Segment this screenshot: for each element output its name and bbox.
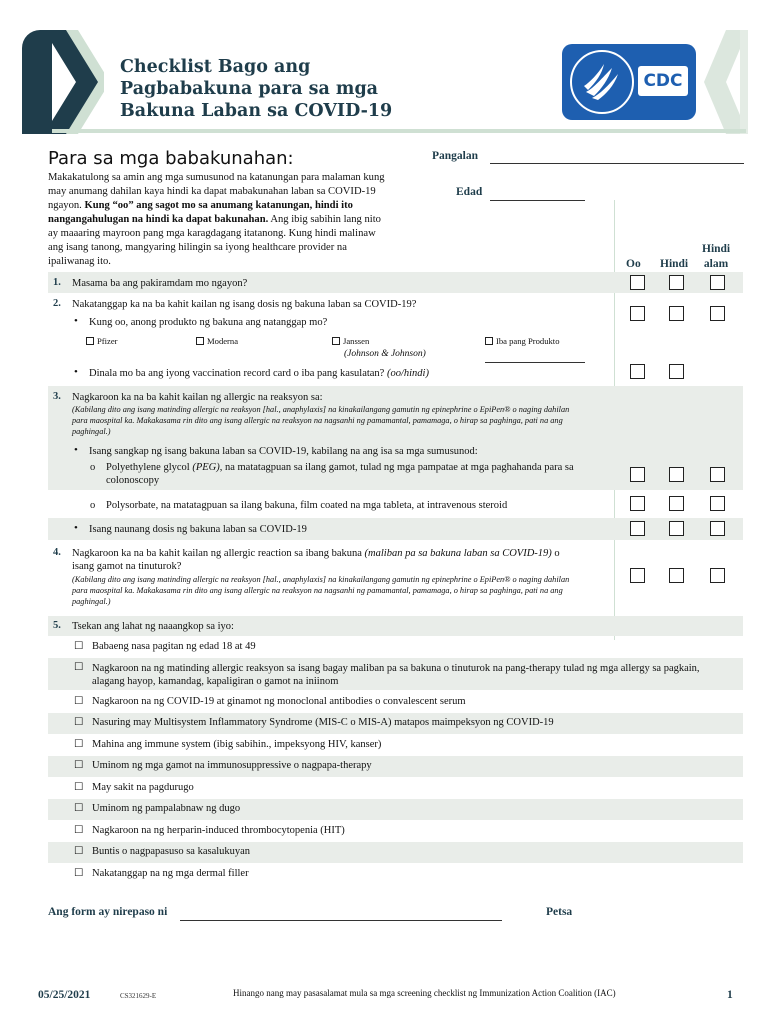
checkbox-icon[interactable]: [86, 337, 94, 345]
checkbox-icon[interactable]: ☐: [74, 868, 84, 879]
checklist-item[interactable]: [48, 658, 743, 690]
question-text: Nakatanggap ka na ba kahit kailan ng isang dosis ng bakuna laban sa COVID-19?: [72, 299, 417, 310]
checklist-item[interactable]: [48, 821, 743, 841]
q3-peg-yes-checkbox[interactable]: [630, 467, 645, 482]
cdc-logo: [562, 44, 696, 120]
q2-yes-checkbox[interactable]: [630, 306, 645, 321]
checklist-item-label: Buntis o nagpapasuso sa kasalukuyan: [92, 846, 251, 857]
credit-note: Hinango nang may pasasalamat mula sa mga screening checklist ng Immunization Action Coalition (IAC): [233, 988, 616, 998]
bullet-icon: •: [74, 522, 78, 534]
q2-unknown-checkbox[interactable]: [710, 306, 725, 321]
header-right-chevron-decoration: [696, 30, 748, 134]
checklist-item[interactable]: [48, 637, 743, 657]
question-subitem: Isang sangkap ng isang bakuna laban sa COVID-19, kabilang na ang isa sa mga sumusunod:: [89, 446, 478, 457]
checkbox-icon[interactable]: ☐: [74, 662, 84, 673]
checklist-item-label: Nasuring may Multisystem Inflammatory Syndrome (MIS-C o MIS-A) matapos maimpeksyon ng COVID-19: [92, 717, 554, 728]
age-field[interactable]: [490, 200, 585, 201]
checkbox-icon[interactable]: ☐: [74, 782, 84, 793]
checkbox-icon[interactable]: ☐: [74, 803, 84, 814]
reviewed-by-label: Ang form ay nirepaso ni: [48, 906, 168, 918]
q4-yes-checkbox[interactable]: [630, 568, 645, 583]
question-subitem: Isang naunang dosis ng bakuna laban sa COVID-19: [89, 524, 307, 535]
question-row-5: [48, 616, 743, 636]
question-number: 3.: [53, 391, 61, 402]
hhs-seal-icon: [570, 50, 634, 114]
question-number: 1.: [53, 277, 61, 288]
checkbox-icon[interactable]: ☐: [74, 717, 84, 728]
circle-bullet-icon: o: [90, 500, 96, 511]
checkbox-icon[interactable]: ☐: [74, 825, 84, 836]
q3-peg-unknown-checkbox[interactable]: [710, 467, 725, 482]
checklist-item-label: Babaeng nasa pagitan ng edad 18 at 49: [92, 641, 256, 652]
question-number: 5.: [53, 620, 61, 631]
question-note: (Kabilang dito ang isang matinding allergic na reaksyon [hal., anaphylaxis] na kinakailangang gamutin ng epinephrine o EpiPen® o naging dahilan para maospital ka. Makakasama rin dito ang isang allergic na reaksyon na nagsanhi ng pamamantal, pamamaga, o hirap sa paghinga, pati na ang paghingal.): [72, 575, 570, 606]
q2-no-checkbox[interactable]: [669, 306, 684, 321]
question-subitem-peg: Polyethylene glycol (PEG), na matatagpuan sa ilang gamot, tulad ng mga pampatae at mga paghahanda para sa colonoscopy: [106, 462, 574, 486]
checklist-item[interactable]: [48, 756, 743, 777]
q1-unknown-checkbox[interactable]: [710, 275, 725, 290]
q3-polysorbate-unknown-checkbox[interactable]: [710, 496, 725, 511]
checklist-item-label: Mahina ang immune system (ibig sabihin., impeksyong HIV, kanser): [92, 739, 382, 750]
bullet-icon: •: [74, 444, 78, 456]
name-field[interactable]: [490, 163, 744, 164]
checklist-item-label: Nagkaroon na ng matinding allergic reaksyon sa isang bagay maliban pa sa bakuna o tinuturok na pang-therapy tulad ng mga allergy sa pagkain, alagang hayop, kamandag, kapaligiran o gamot na iniinom: [92, 663, 700, 687]
checklist-item-label: Nagkaroon na ng COVID-19 at ginamot ng monoclonal antibodies o convalescent serum: [92, 696, 466, 707]
q3-peg-no-checkbox[interactable]: [669, 467, 684, 482]
checkbox-icon[interactable]: ☐: [74, 739, 84, 750]
name-label: Pangalan: [432, 150, 479, 162]
page-number: 1: [727, 989, 733, 1001]
age-label: Edad: [456, 186, 483, 198]
checklist-item-label: May sakit na pagdurugo: [92, 782, 194, 793]
checklist-item-label: Nakatanggap na ng mga dermal filler: [92, 868, 249, 879]
document-date: 05/25/2021: [38, 989, 91, 1001]
checkbox-icon[interactable]: ☐: [74, 760, 84, 771]
q1-yes-checkbox[interactable]: [630, 275, 645, 290]
option-janssen-note: (Johnson & Johnson): [344, 349, 426, 359]
document-code: CS321629-E: [120, 992, 157, 1000]
question-number: 2.: [53, 298, 61, 309]
option-pfizer[interactable]: Pfizer: [86, 336, 118, 346]
question-subitem: Dinala mo ba ang iyong vaccination record card o iba pang kasulatan? (oo/hindi): [89, 368, 429, 379]
header-chevron-decoration: [44, 30, 104, 134]
intro-text: Makakatulong sa amin ang mga sumusunod na katanungan para malaman kung may anumang dahilan kaya hindi ka dapat mabakunahan laban sa COVID-19 ngayon. Kung “oo” ang sagot mo sa anumang katanungan, hindi ito nangangahulugan na hindi ka dapat bakunahan. Ang ibig sabihin lang nito ay maaaring mayroon pang mga karagdagang itatanong. Kung hindi malinaw ang isang tanong, mangyaring hilingin sa iyong healthcare provider na ipaliwanag ito.: [48, 172, 385, 267]
question-number: 4.: [53, 547, 61, 558]
checkbox-icon[interactable]: ☐: [74, 696, 84, 707]
header-rule: [52, 129, 746, 133]
question-text: Tsekan ang lahat ng naaangkop sa iyo:: [72, 621, 234, 632]
checkbox-icon[interactable]: ☐: [74, 641, 84, 652]
question-text: Nagkaroon ka na ba kahit kailan ng allergic reaction sa ibang bakuna (maliban pa sa bakuna laban sa COVID-19) o isang gamot na tinuturok?: [72, 548, 560, 572]
question-note: (Kabilang dito ang isang matinding allergic na reaksyon [hal., anaphylaxis] na kinakailangang gamutin ng epinephrine o EpiPen® o naging dahilan para maospital ka. Makakasama rin dito ang isang allergic na reaksyon na nagsanhi ng pamamantal, pamamaga, o hirap sa paghinga, pati na ang paghingal.): [72, 405, 570, 436]
q2-record-yes-checkbox[interactable]: [630, 364, 645, 379]
col-header-no: Hindi: [660, 258, 689, 270]
checkbox-icon[interactable]: [485, 337, 493, 345]
col-header-unknown: Hindi alam: [702, 243, 731, 270]
checklist-item-label: Nagkaroon na ng herparin-induced thrombocytopenia (HIT): [92, 825, 345, 836]
checklist-item[interactable]: [48, 799, 743, 820]
other-product-field[interactable]: [485, 362, 585, 363]
q3-polysorbate-yes-checkbox[interactable]: [630, 496, 645, 511]
q3-prior-dose-unknown-checkbox[interactable]: [710, 521, 725, 536]
q1-no-checkbox[interactable]: [669, 275, 684, 290]
checklist-item-label: Uminom ng mga gamot na immunosuppressive o nagpapa-therapy: [92, 760, 372, 771]
question-text: Nagkaroon ka na ba kahit kailan ng allergic na reaksyon sa:: [72, 392, 323, 403]
option-moderna[interactable]: Moderna: [196, 336, 238, 346]
checklist-item[interactable]: [48, 735, 743, 755]
option-janssen[interactable]: Janssen: [332, 336, 369, 346]
col-header-yes: Oo: [626, 258, 641, 270]
checklist-item[interactable]: [48, 864, 743, 884]
question-subitem: Kung oo, anong produkto ng bakuna ang natanggap mo?: [89, 317, 328, 328]
q3-prior-dose-yes-checkbox[interactable]: [630, 521, 645, 536]
checklist-item-label: Uminom ng pampalabnaw ng dugo: [92, 803, 241, 814]
date-label: Petsa: [546, 906, 573, 918]
q2-record-no-checkbox[interactable]: [669, 364, 684, 379]
q4-no-checkbox[interactable]: [669, 568, 684, 583]
reviewed-by-field[interactable]: [180, 920, 502, 921]
q4-unknown-checkbox[interactable]: [710, 568, 725, 583]
checklist-item[interactable]: [48, 692, 743, 712]
checkbox-icon[interactable]: [332, 337, 340, 345]
checklist-item[interactable]: [48, 713, 743, 734]
q3-prior-dose-no-checkbox[interactable]: [669, 521, 684, 536]
bullet-icon: •: [74, 315, 78, 327]
question-text: Masama ba ang pakiramdam mo ngayon?: [72, 278, 248, 289]
bullet-icon: •: [74, 366, 78, 378]
q3-polysorbate-no-checkbox[interactable]: [669, 496, 684, 511]
checklist-item[interactable]: [48, 842, 743, 863]
checkbox-icon[interactable]: [196, 337, 204, 345]
intro-subtitle: Para sa mga babakunahan:: [48, 148, 294, 169]
cdc-wordmark: CDC: [638, 66, 688, 96]
question-subitem: Polysorbate, na matatagpuan sa ilang bakuna, film coated na mga tableta, at intravenous steroid: [106, 500, 508, 511]
circle-bullet-icon: o: [90, 462, 96, 473]
page-title: Checklist Bago ang Pagbabakuna para sa mga Bakuna Laban sa COVID-19: [120, 57, 393, 121]
option-other[interactable]: Iba pang Produkto: [485, 336, 560, 346]
checklist-item[interactable]: [48, 778, 743, 798]
checkbox-icon[interactable]: ☐: [74, 846, 84, 857]
